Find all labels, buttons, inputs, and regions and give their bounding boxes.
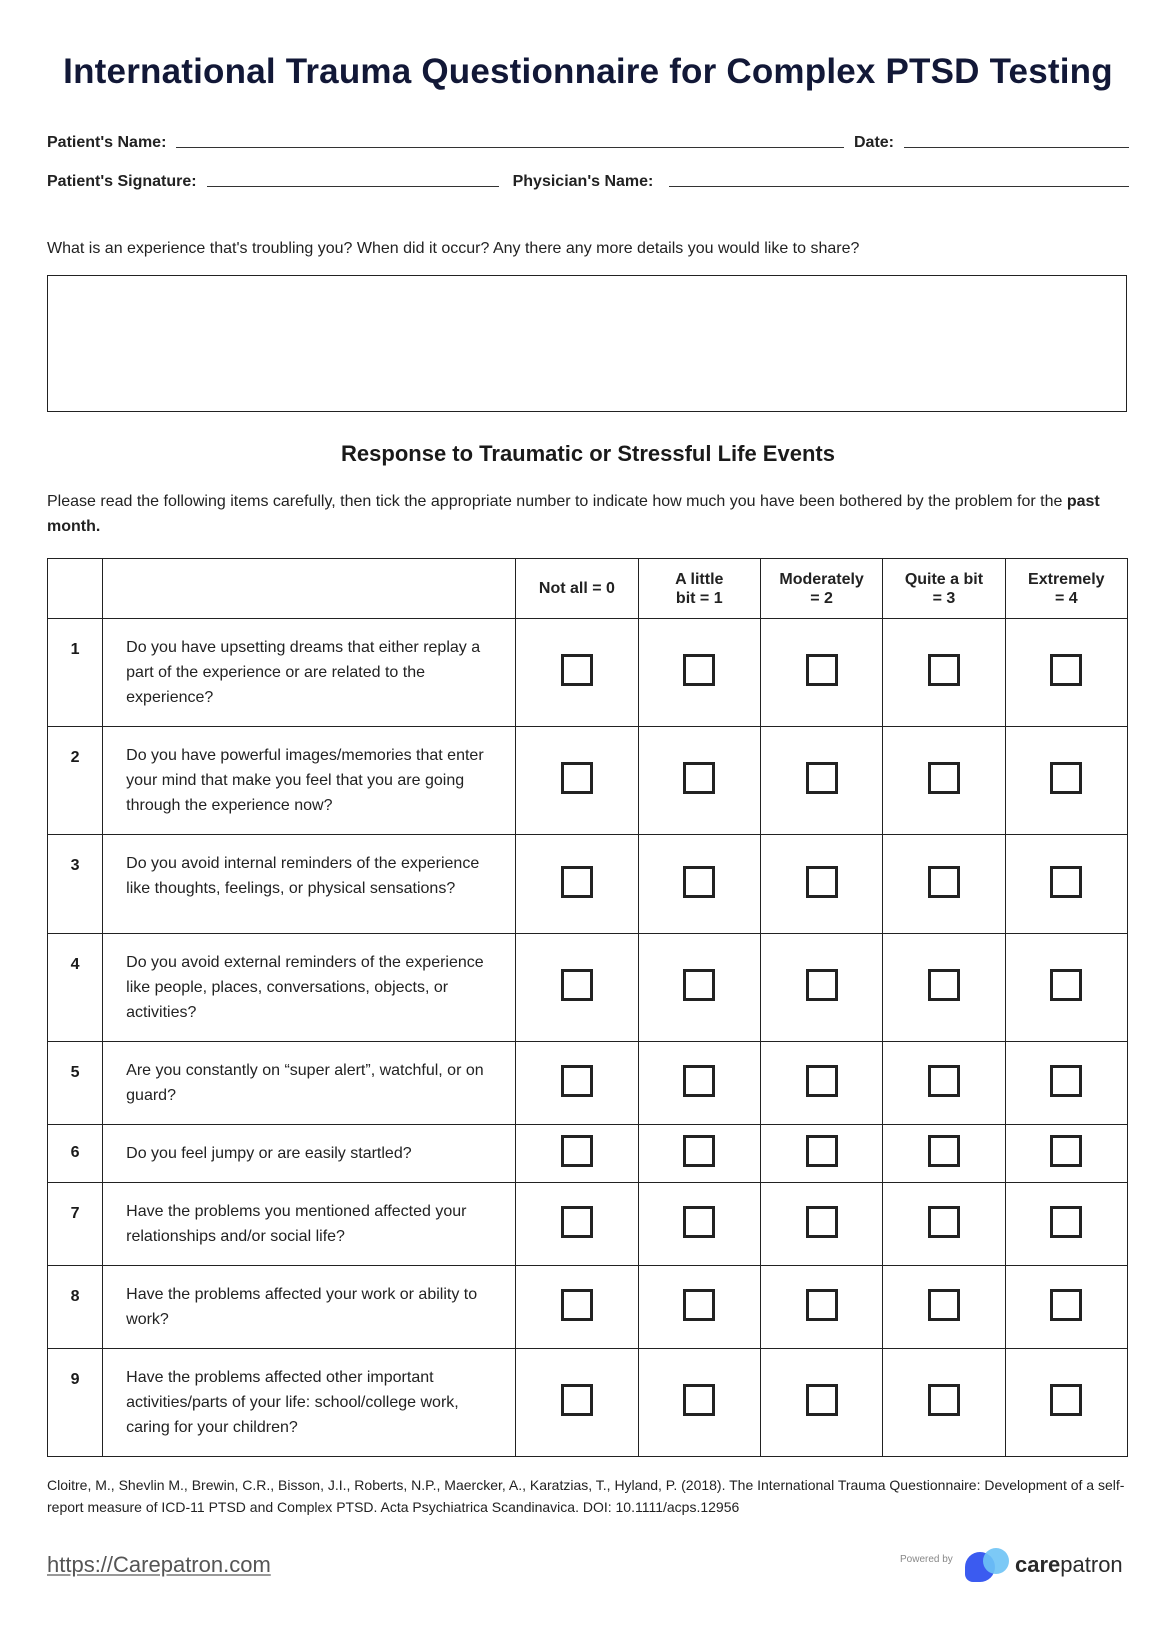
score-cell <box>883 1183 1005 1266</box>
header-not-at-all: Not all = 0 <box>516 559 638 619</box>
score-cell <box>883 1349 1005 1457</box>
score-cell <box>883 727 1005 835</box>
score-cell <box>760 1183 882 1266</box>
score-cell <box>760 727 882 835</box>
score-checkbox-1[interactable] <box>683 654 715 686</box>
score-checkbox-3[interactable] <box>928 1135 960 1167</box>
score-cell <box>760 1125 882 1183</box>
score-cell <box>516 835 638 934</box>
score-cell <box>1005 934 1127 1042</box>
score-checkbox-0[interactable] <box>561 1206 593 1238</box>
score-cell <box>760 1042 882 1125</box>
score-checkbox-0[interactable] <box>561 866 593 898</box>
score-cell <box>883 619 1005 727</box>
table-row <box>48 1349 1128 1457</box>
score-cell <box>1005 1183 1127 1266</box>
signature-row <box>47 173 1129 191</box>
score-checkbox-4[interactable] <box>1050 1384 1082 1416</box>
item-question: Have the problems you mentioned affected your relationships and/or social life? <box>103 1183 516 1266</box>
questionnaire-table <box>47 558 1128 1457</box>
item-question: Have the problems affected other important activities/parts of your life: school/college work, caring for your children? <box>103 1349 516 1457</box>
score-checkbox-0[interactable] <box>561 654 593 686</box>
score-cell <box>638 727 760 835</box>
score-cell <box>516 1266 638 1349</box>
header-a-little-bit: A little bit = 1 <box>638 559 760 619</box>
score-checkbox-1[interactable] <box>683 1206 715 1238</box>
item-number: 2 <box>48 727 103 835</box>
score-checkbox-2[interactable] <box>806 1384 838 1416</box>
score-checkbox-1[interactable] <box>683 762 715 794</box>
patient-name-field[interactable] <box>176 146 844 148</box>
score-checkbox-3[interactable] <box>928 1384 960 1416</box>
score-cell <box>883 1125 1005 1183</box>
score-checkbox-2[interactable] <box>806 1206 838 1238</box>
score-cell <box>1005 1042 1127 1125</box>
item-question: Do you avoid external reminders of the experience like people, places, conversations, objects, or activities? <box>103 934 516 1042</box>
item-number: 9 <box>48 1349 103 1457</box>
score-checkbox-4[interactable] <box>1050 1135 1082 1167</box>
score-cell <box>1005 1349 1127 1457</box>
item-question: Do you feel jumpy or are easily startled? <box>103 1125 516 1183</box>
score-checkbox-1[interactable] <box>683 1135 715 1167</box>
carepatron-link[interactable]: https://Carepatron.com <box>47 1552 271 1577</box>
carepatron-logo-icon <box>965 1548 1011 1582</box>
score-cell <box>638 1183 760 1266</box>
score-cell <box>1005 727 1127 835</box>
item-question: Have the problems affected your work or ability to work? <box>103 1266 516 1349</box>
score-checkbox-1[interactable] <box>683 969 715 1001</box>
item-number: 6 <box>48 1125 103 1183</box>
score-cell <box>516 1183 638 1266</box>
carepatron-wordmark: carepatron <box>1015 1552 1123 1577</box>
item-question: Do you have powerful images/memories that enter your mind that make you feel that you are going through the experience now? <box>103 727 516 835</box>
score-cell <box>516 1349 638 1457</box>
score-checkbox-1[interactable] <box>683 1289 715 1321</box>
item-number: 3 <box>48 835 103 934</box>
score-checkbox-3[interactable] <box>928 1289 960 1321</box>
score-cell <box>516 1042 638 1125</box>
score-checkbox-3[interactable] <box>928 654 960 686</box>
score-checkbox-4[interactable] <box>1050 762 1082 794</box>
score-checkbox-2[interactable] <box>806 866 838 898</box>
table-row <box>48 1125 1128 1183</box>
powered-by-label: Powered by <box>900 1554 953 1565</box>
score-cell <box>638 1349 760 1457</box>
score-checkbox-1[interactable] <box>683 1384 715 1416</box>
table-row <box>48 619 1128 727</box>
score-checkbox-2[interactable] <box>806 654 838 686</box>
item-question: Do you avoid internal reminders of the experience like thoughts, feelings, or physical sensations? <box>103 835 516 934</box>
header-quite-a-bit: Quite a bit = 3 <box>883 559 1005 619</box>
score-checkbox-4[interactable] <box>1050 866 1082 898</box>
score-cell <box>638 934 760 1042</box>
score-checkbox-3[interactable] <box>928 1206 960 1238</box>
score-checkbox-4[interactable] <box>1050 1065 1082 1097</box>
score-checkbox-0[interactable] <box>561 1135 593 1167</box>
score-cell <box>638 1266 760 1349</box>
score-cell <box>760 934 882 1042</box>
header-number <box>48 559 103 619</box>
instructions-bold: past month. <box>47 493 1100 535</box>
score-cell <box>883 1266 1005 1349</box>
physician-name-field[interactable] <box>669 185 1129 187</box>
score-cell <box>1005 1266 1127 1349</box>
score-checkbox-2[interactable] <box>806 762 838 794</box>
score-cell <box>516 934 638 1042</box>
table-row <box>48 1266 1128 1349</box>
item-number: 8 <box>48 1266 103 1349</box>
item-number: 7 <box>48 1183 103 1266</box>
score-cell <box>638 835 760 934</box>
score-checkbox-2[interactable] <box>806 1065 838 1097</box>
item-number: 4 <box>48 934 103 1042</box>
score-cell <box>516 727 638 835</box>
score-checkbox-2[interactable] <box>806 969 838 1001</box>
date-field[interactable] <box>904 146 1129 148</box>
instructions <box>47 489 1132 539</box>
patient-signature-field[interactable] <box>207 185 499 187</box>
item-number: 5 <box>48 1042 103 1125</box>
score-checkbox-3[interactable] <box>928 762 960 794</box>
physician-name-label: Physician's Name: <box>512 173 654 190</box>
score-checkbox-0[interactable] <box>561 1384 593 1416</box>
score-cell <box>516 619 638 727</box>
score-cell <box>883 835 1005 934</box>
table-row <box>48 1183 1128 1266</box>
header-extremely: Extremely = 4 <box>1005 559 1127 619</box>
table-row <box>48 835 1128 934</box>
score-checkbox-3[interactable] <box>928 866 960 898</box>
score-cell <box>760 1266 882 1349</box>
score-checkbox-2[interactable] <box>806 1289 838 1321</box>
score-checkbox-3[interactable] <box>928 969 960 1001</box>
score-cell <box>638 1125 760 1183</box>
table-row <box>48 727 1128 835</box>
score-cell <box>1005 1125 1127 1183</box>
score-checkbox-0[interactable] <box>561 1065 593 1097</box>
score-checkbox-1[interactable] <box>683 866 715 898</box>
score-checkbox-4[interactable] <box>1050 969 1082 1001</box>
score-checkbox-0[interactable] <box>561 1289 593 1321</box>
patient-name-row <box>47 134 1129 152</box>
experience-prompt: What is an experience that's troubling you? When did it occur? Any there any more details you would like to share? <box>47 240 860 257</box>
score-checkbox-2[interactable] <box>806 1135 838 1167</box>
score-cell <box>1005 619 1127 727</box>
score-cell <box>638 1042 760 1125</box>
patient-signature-label: Patient's Signature: <box>47 173 197 190</box>
patient-name-label: Patient's Name: <box>47 134 167 151</box>
score-checkbox-0[interactable] <box>561 762 593 794</box>
date-label: Date: <box>853 134 894 151</box>
item-question: Are you constantly on “super alert”, watchful, or on guard? <box>103 1042 516 1125</box>
header-moderately: Moderately = 2 <box>760 559 882 619</box>
score-checkbox-4[interactable] <box>1050 654 1082 686</box>
score-cell <box>1005 835 1127 934</box>
score-checkbox-1[interactable] <box>683 1065 715 1097</box>
experience-textbox[interactable] <box>47 275 1127 412</box>
item-number: 1 <box>48 619 103 727</box>
table-row <box>48 934 1128 1042</box>
score-checkbox-0[interactable] <box>561 969 593 1001</box>
score-checkbox-4[interactable] <box>1050 1289 1082 1321</box>
score-cell <box>760 619 882 727</box>
table-row <box>48 1042 1128 1125</box>
instructions-text: Please read the following items carefully, then tick the appropriate number to indicate how much you have been bothered by the problem for the <box>47 493 1067 510</box>
item-question: Do you have upsetting dreams that either replay a part of the experience or are related to the experience? <box>103 619 516 727</box>
score-cell <box>760 1349 882 1457</box>
score-cell <box>760 835 882 934</box>
carepatron-logo <box>965 1548 1123 1582</box>
header-question <box>103 559 516 619</box>
page-title: International Trauma Questionnaire for Complex PTSD Testing <box>63 52 1113 91</box>
score-cell <box>516 1125 638 1183</box>
score-cell <box>638 619 760 727</box>
table-header-row <box>48 559 1128 619</box>
section-title: Response to Traumatic or Stressful Life Events <box>341 441 835 466</box>
score-checkbox-3[interactable] <box>928 1065 960 1097</box>
citation: Cloitre, M., Shevlin M., Brewin, C.R., Bisson, J.I., Roberts, N.P., Maercker, A., Karatzias, T., Hyland, P. (2018). The International Trauma Questionnaire: Development of a self-report measure of ICD-11 PTSD and Complex PTSD. Acta Psychiatrica Scandinavica. DOI: 10.1111/acps.12956 <box>47 1477 1125 1515</box>
score-cell <box>883 1042 1005 1125</box>
score-checkbox-4[interactable] <box>1050 1206 1082 1238</box>
score-cell <box>883 934 1005 1042</box>
